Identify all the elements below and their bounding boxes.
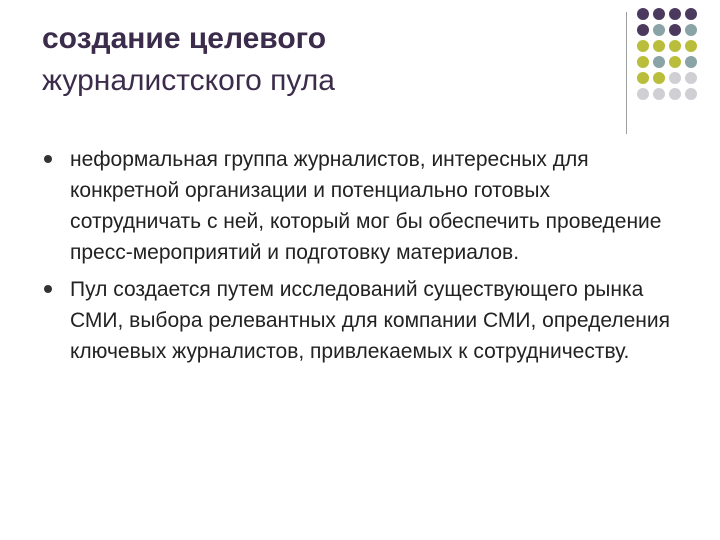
bullet-dot-icon bbox=[44, 285, 52, 293]
vertical-divider bbox=[626, 12, 627, 134]
slide-title bbox=[42, 18, 602, 102]
bullet-dot-icon bbox=[44, 155, 52, 163]
title-line-2: журналистского пула bbox=[42, 64, 335, 97]
decorative-dot bbox=[637, 40, 649, 52]
decorative-dot bbox=[637, 24, 649, 36]
decorative-dot bbox=[653, 40, 665, 52]
decorative-dot bbox=[669, 88, 681, 100]
decorative-dot-grid bbox=[637, 8, 717, 108]
decorative-dot bbox=[653, 88, 665, 100]
bullet-text: неформальная группа журналистов, интересных для конкретной организации и потенциально готовых сотрудничать с ней, который мог бы обеспечить проведение пресс-мероприятий и подготовку материалов. bbox=[70, 148, 662, 264]
decorative-dot bbox=[669, 40, 681, 52]
decorative-dot bbox=[637, 8, 649, 20]
decorative-dot bbox=[653, 56, 665, 68]
decorative-dot bbox=[653, 8, 665, 20]
decorative-dot bbox=[653, 24, 665, 36]
bullet-item bbox=[42, 274, 682, 367]
decorative-dot bbox=[685, 40, 697, 52]
decorative-dot bbox=[685, 56, 697, 68]
decorative-dot bbox=[669, 72, 681, 84]
decorative-dot bbox=[685, 88, 697, 100]
decorative-dot bbox=[669, 56, 681, 68]
bullet-item bbox=[42, 144, 682, 268]
decorative-dot bbox=[637, 88, 649, 100]
decorative-dot bbox=[669, 24, 681, 36]
bullet-list bbox=[42, 144, 682, 373]
decorative-dot bbox=[637, 72, 649, 84]
title-line-1: создание целевого bbox=[42, 22, 327, 55]
decorative-dot bbox=[685, 72, 697, 84]
decorative-dot bbox=[637, 56, 649, 68]
decorative-dot bbox=[669, 8, 681, 20]
bullet-text: Пул создается путем исследований существующего рынка СМИ, выбора релевантных для компании СМИ, определения ключевых журналистов, привлекаемых к сотрудничеству. bbox=[70, 278, 670, 363]
decorative-dot bbox=[653, 72, 665, 84]
decorative-dot bbox=[685, 24, 697, 36]
decorative-dot bbox=[685, 8, 697, 20]
